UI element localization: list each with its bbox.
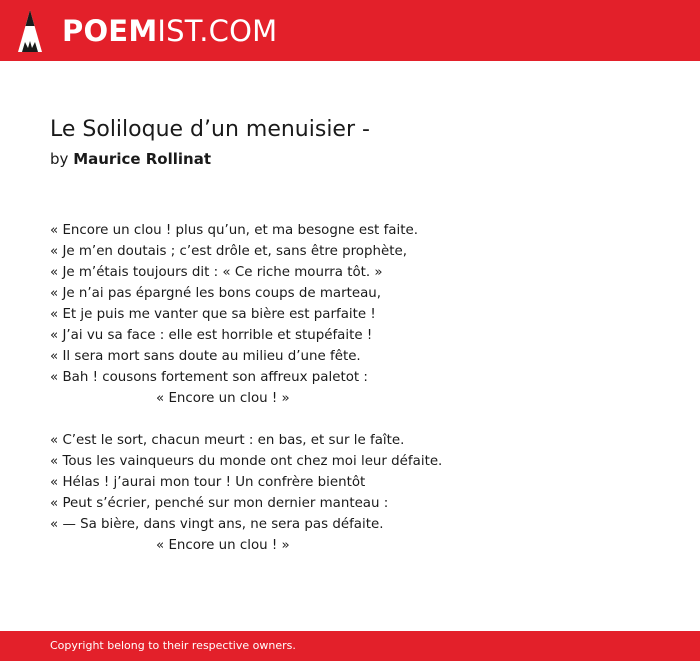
poem-line: « C’est le sort, chacun meurt : en bas, et sur le faîte. xyxy=(50,433,405,448)
poem-line: « Je n’ai pas épargné les bons coups de marteau, xyxy=(50,286,382,301)
poem-line: « Bah ! cousons fortement son affreux paletot : xyxy=(50,370,368,385)
poem-line: « Tous les vainqueurs du monde ont chez moi leur défaite. xyxy=(50,454,443,469)
poem-line: « Hélas ! j’aurai mon tour ! Un confrère bientôt xyxy=(50,475,366,490)
poem-line: « Il sera mort sans doute au milieu d’une fête. xyxy=(50,349,361,364)
poem-line: « Je m’étais toujours dit : « Ce riche mourra tôt. » xyxy=(50,265,383,280)
poem-byline xyxy=(50,150,211,168)
stanza-2 xyxy=(50,430,670,556)
poem-line: « Encore un clou ! plus qu’un, et ma besogne est faite. xyxy=(50,223,418,238)
site-header xyxy=(0,0,700,61)
poem-author: Maurice Rollinat xyxy=(73,150,211,168)
stanza-1 xyxy=(50,220,670,409)
poem-line: « Et je puis me vanter que sa bière est parfaite ! xyxy=(50,307,376,322)
site-logo-text xyxy=(62,13,278,48)
site-footer xyxy=(0,631,700,661)
poem-body xyxy=(50,220,670,556)
poem-line: « Peut s’écrier, penché sur mon dernier manteau : xyxy=(50,496,389,511)
copyright-text: Copyright belong to their respective owners. xyxy=(50,639,296,652)
by-label: by xyxy=(50,150,69,168)
poem-line: « J’ai vu sa face : elle est horrible et stupéfaite ! xyxy=(50,328,373,343)
logo-light-part: IST.COM xyxy=(157,13,278,48)
logo-bold-part: POEM xyxy=(62,13,158,48)
site-logo-link[interactable] xyxy=(16,8,277,54)
poem-refrain: « Encore un clou ! » xyxy=(156,538,290,553)
poem-title: Le Soliloque d’un menuisier - xyxy=(50,117,370,142)
poem-line: « — Sa bière, dans vingt ans, ne sera pas défaite. xyxy=(50,517,384,532)
pencil-tip-icon xyxy=(16,8,44,54)
poem-refrain: « Encore un clou ! » xyxy=(156,391,290,406)
poem-line: « Je m’en doutais ; c’est drôle et, sans être prophète, xyxy=(50,244,407,259)
